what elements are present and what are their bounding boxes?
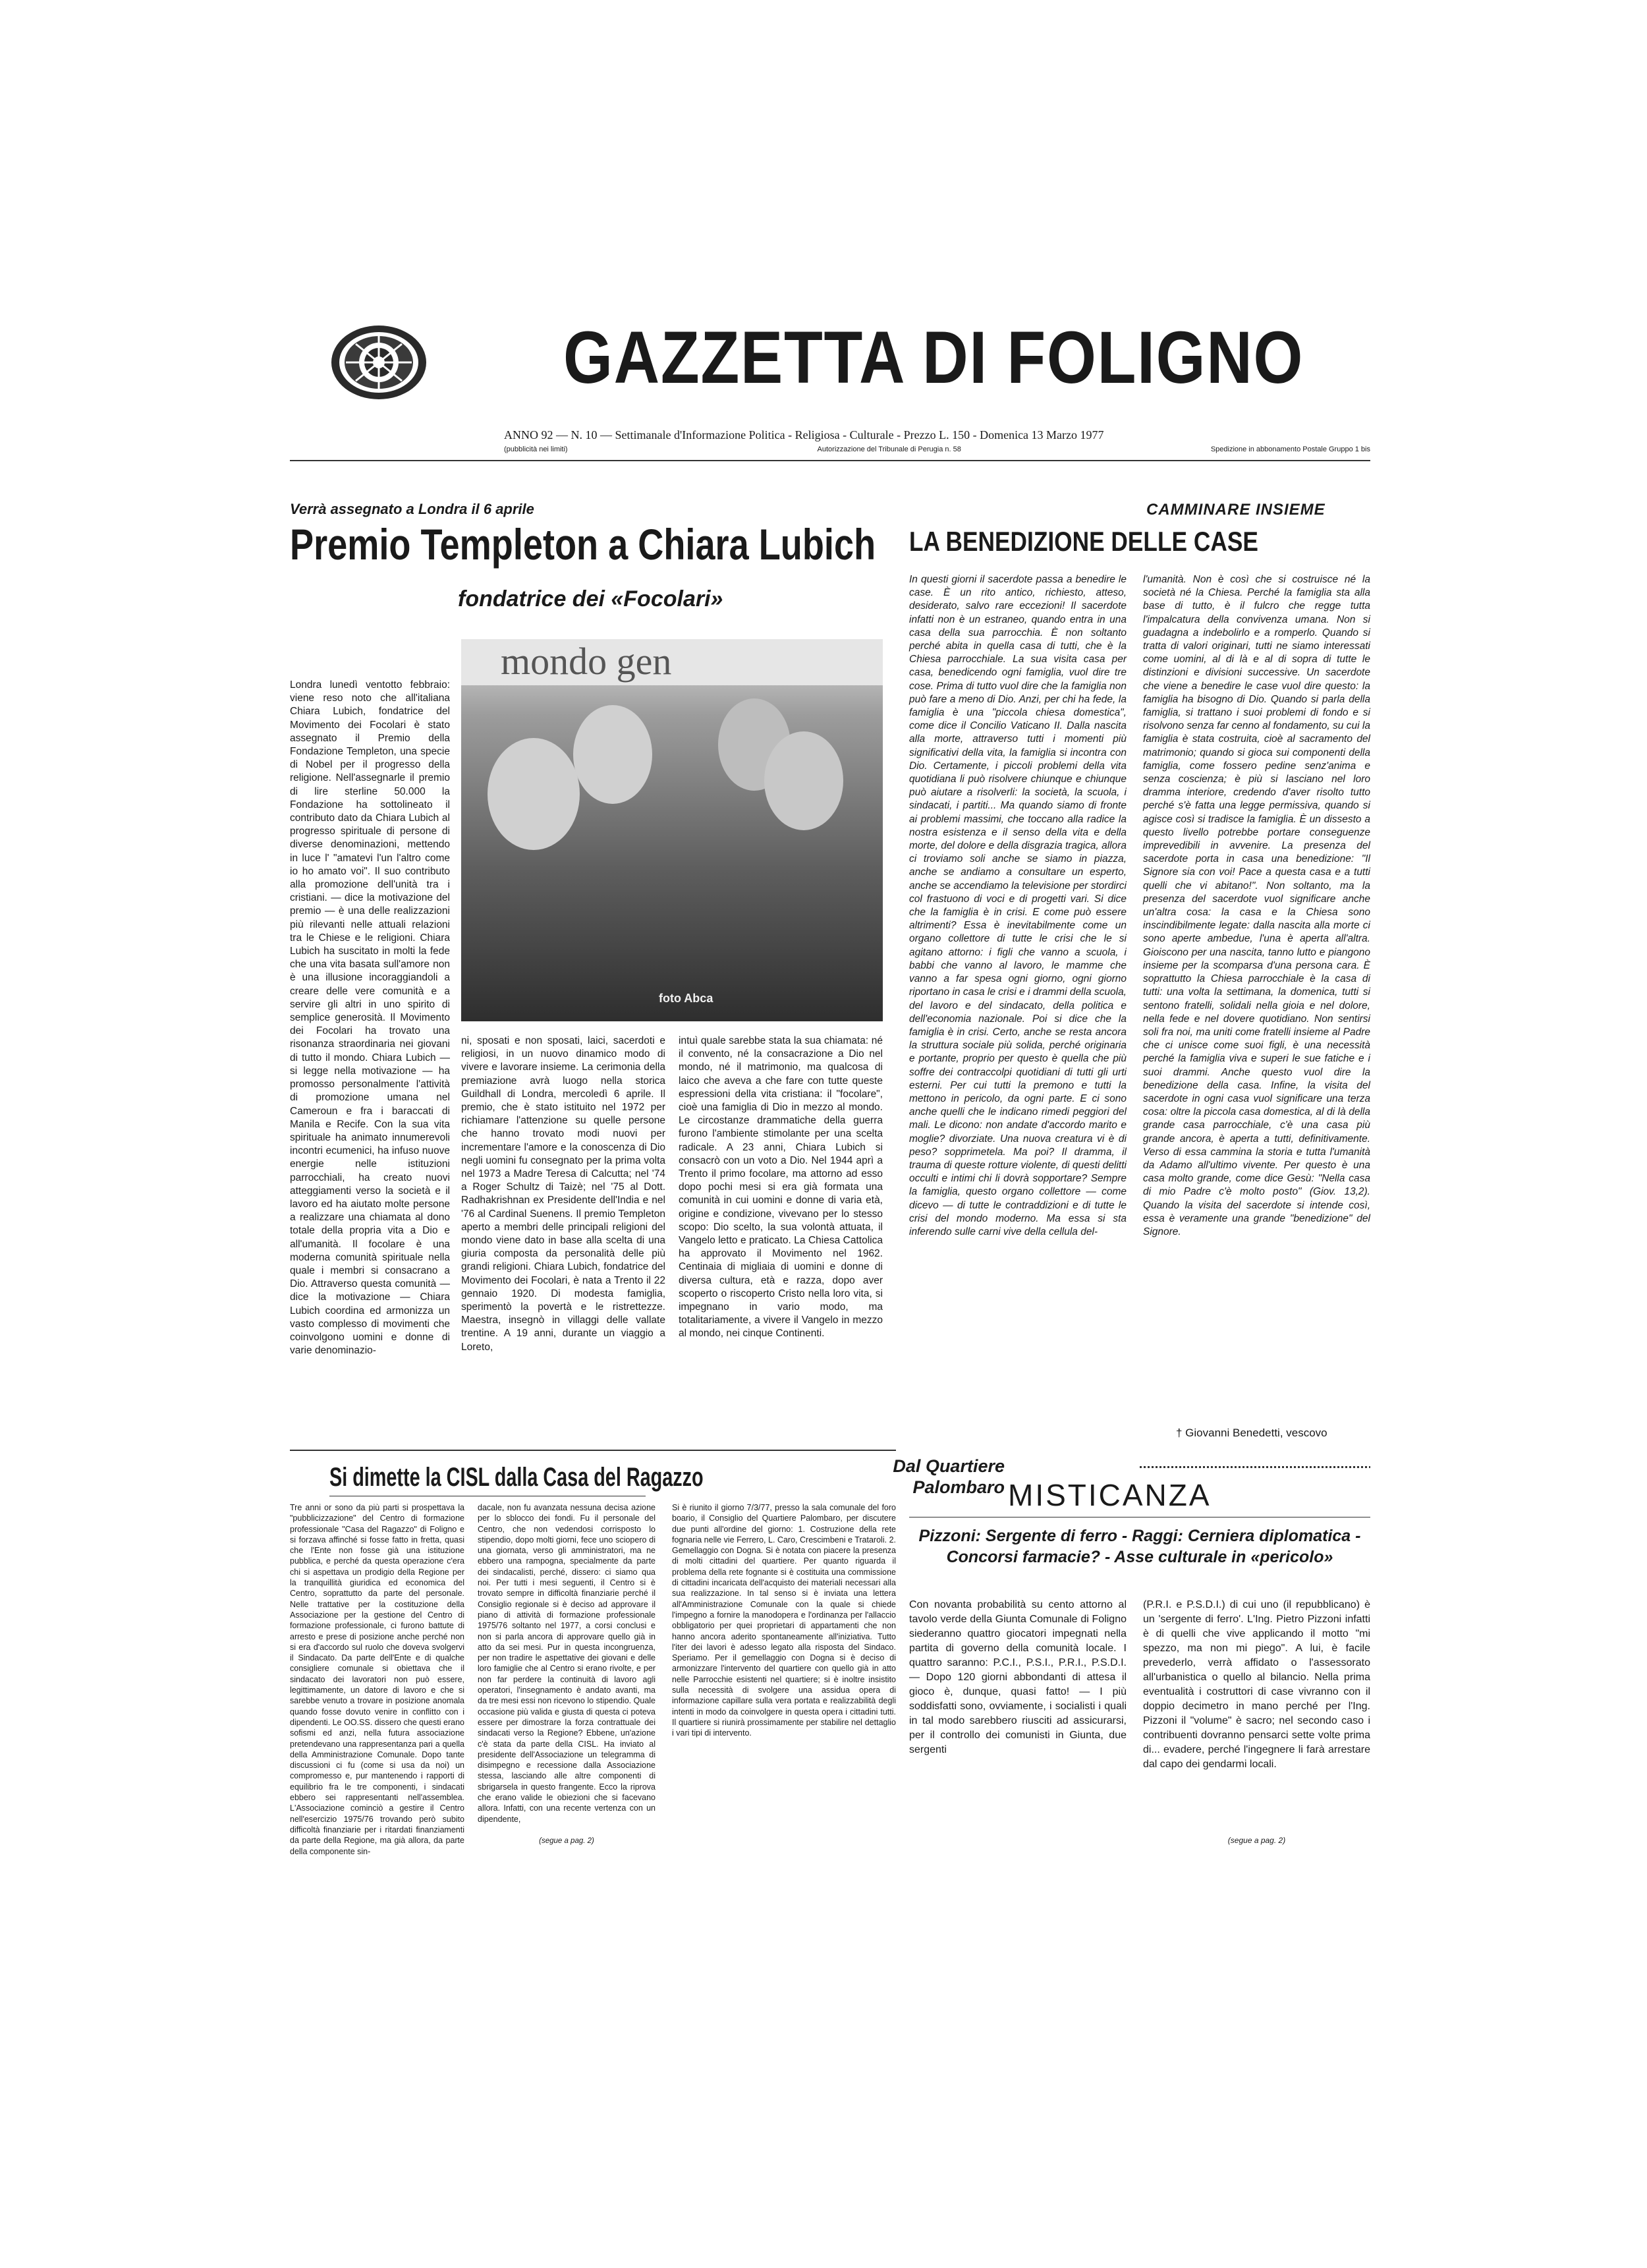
- ads-note: (pubblicità nei limiti): [504, 445, 568, 453]
- issue-info-line: ANNO 92 — N. 10 — Settimanale d'Informazione Politica - Religiosa - Culturale - Prezzo L. 150 - Domenica 13 Marzo 1977: [504, 428, 1104, 441]
- masthead: [290, 310, 1370, 409]
- cisl-continued-note: (segue a pag. 2): [539, 1837, 594, 1845]
- quartiere-body: Si è riunito il giorno 7/3/77, presso la sala comunale del foro boario, il Consiglio del Quartiere Palombaro, per discutere due punti all'ordine del giorno: 1. Costruzione della rete fognaria nelle vie Ferrero, L. Caro, Crescimbeni e Trataroli. 2. Gemellaggio con Dogna. Si è notata con piacere la presenza di molti cittadini del quartiere. Per quanto riguarda il problema della rete fognante si è costituita una commissione di cittadini incaricata dell'acquisto dei materiali necessari alla sua realizzazione. In tal senso si è inviata una lettera all'Amministrazione Comunale con la quale si chiede l'impegno a fornire la manodopera e l'ordinanza per l'allaccio obbligatorio per quei proprietari di appartamenti che non hanno ancora aderito spontaneamente all'iniziativa. Tutto l'iter dei lavori è adesso legato alla risposta del Sindaco. Speriamo. Per il gemellaggio con Dogna si è deciso di armonizzare l'intervento del quartiere con quello già in atto nelle Parrocchie esistenti nel quartiere; si è inoltre insistito sulla necessità di svolgere una assidua opera di informazione capillare sulla vera portata e realizzabilità degli intenti in modo da coinvolgere in questa opera i cittadini tutti. Il quartiere si riunirà prossimamente per stabilire nel dettaglio i vari tipi di intervento.: [672, 1503, 896, 1738]
- templeton-headline: Premio Templeton a Chiara Lubich: [290, 520, 876, 569]
- templeton-column-1: Londra lunedì ventotto febbraio: viene reso noto che all'italiana Chiara Lubich, fondatrice del Movimento dei Focolari è stato assegnato il Premio della Fondazione Templeton, una specie di Nobel per il progresso della religione. Nell'assegnarle il premio di lire sterline 50.000 la Fondazione ha sottolineato il contributo dato da Chiara Lubich al progresso spirituale di persone di diverse denominazioni, mettendo in luce l' "amatevi l'un l'altro come io ho amato voi". Il suo contributo alla promozione dell'unità tra i cristiani. — dice la motivazione del premio — è una delle realizzazioni più rilevanti nelle attuali relazioni tra le Chiese e le religioni. Chiara Lubich ha suscitato in molti la fede che una vita basata sull'amore non è una illusione incoraggiandoli a creare delle vere comunità e a servire gli altri in uno spirito di semplice generosità. Il Movimento dei Focolari ha trovato una risonanza straordinaria nei giovani di tutto il mondo. Chiara Lubich — si legge nella motivazione — ha promosso personalmente l'attività di promozione umana nel Cameroun e fra i baraccati di Manila e Recife. Con la sua vita spirituale ha animato innumerevoli incontri ecumenici, ha infuso nuove energie nelle istituzioni parrocchiali, ha creato nuovi atteggiamenti verso la società e il lavoro ed ha aiutato molte persone a realizzare una chiamata al dono totale della propria vita a Dio e all'umanità. Il focolare è una moderna comunità spirituale nella quale i membri si consacrano a Dio. Attraverso questa comunità — dice la motivazione — Chiara Lubich coordina ed armonizza un vasto complesso di movimenti che coinvolgono uomini e donne di varie denominazio-: [290, 679, 450, 1357]
- cisl-column-2: dacale, non fu avanzata nessuna decisa azione per lo sblocco dei fondi. Fu il personale del Centro, che non vedendosi corrisposto lo stipendio, dopo molti giorni, fece uno sciopero di una giornata, verso gli amministratori, ma ne ebbero una rampogna, specialmente da parte dei sindacalisti, perché, dissero: ci siamo qua noi. Per tutti i mesi seguenti, il Centro si è trovato sempre in difficoltà finanziarie perché il Consiglio regionale si è deciso ad approvare il piano di attività di formazione professionale 1975/76 soltanto nel 1977, a corsi conclusi e non si parla ancora di approvare quello già in atto da sei mesi. Pur in questa incongruenza, per non tradire le aspettative dei giovani e delle loro famiglie che al Centro si erano rivolte, e per non far perdere la continuità di lavoro agli operatori, l'insegnamento è andato avanti, ma da tre mesi essi non ricevono lo stipendio. Quale occasione più valida e giusta di questa ci poteva essere per dimostrare la forza contrattuale dei sindacati verso la Regione? Ebbene, un'azione c'è stata da parte della CISL. Ha inviato al presidente dell'Associazione un telegramma di disimpegno e recessione dalla Associazione stessa, lasciando alle altre componenti di sbrigarsela in questo frangente. Ecco la riprova che erano valide le obiezioni che si facevano allora. Infatti, con una recente vertenza con un dipendente,: [478, 1503, 656, 1824]
- cisl-headline: Si dimette la CISL dalla Casa del Ragazzo: [329, 1463, 704, 1492]
- photo-banner-text: mondo gen: [461, 639, 883, 685]
- photo-credit: foto Abca: [659, 992, 713, 1005]
- newspaper-page: [290, 310, 1370, 1856]
- misticanza-headline: MISTICANZA: [1008, 1478, 1212, 1512]
- masthead-divider: [290, 460, 1370, 461]
- newspaper-title: GAZZETTA DI FOLIGNO: [563, 316, 1304, 399]
- templeton-column-3: intuì quale sarebbe stata la sua chiamata: né il convento, né la consacrazione a Dio nel mondo, né il matrimonio, ma qualcosa di laico che aveva a che fare con tutte queste espressioni della vita cristiana: il "focolare", cioè una famiglia di Dio in mezzo al mondo. Le circostanze drammatiche della guerra furono l'ambiente stimolante per una scelta radicale. A 23 anni, Chiara Lubich si consacrò con un voto a Dio. Nel 1944 aprì a Trento il primo focolare, ma attorno ad esso dopo pochi mesi si era già formata una comunità in cui uomini e donne di varia età, origine e condizione, vivevano per lo stesso scopo: Dio scelto, la sua volontà attuata, il Vangelo letto e praticato. La Chiesa Cattolica ha approvato il Movimento nel 1962. Centinaia di migliaia di uomini e donne di diversa cultura, età e razza, dopo aver scoperto o riscoperto Cristo nella loro vita, si impegnano in vario modo, ma totalitariamente, a vivere il Vangelo in mezzo al mondo, nei cinque Continenti.: [679, 1035, 883, 1340]
- cisl-column-1: Tre anni or sono da più parti si prospettava la "pubblicizzazione" del Centro di formazione professionale "Casa del Ragazzo" di Foligno e si forzava affinché si fosse fatto in fretta, quasi che l'Ente non fosse già una istituzione pubblica, e perché da questa operazione c'era chi si aspettava un prodigio della Regione per la tranquillità giuridica ed economica del Centro, soprattutto da parte del personale. Nelle trattative per la costituzione della Associazione per la gestione del Centro di formazione professionale, ci furono battute di arresto e prese di posizione anche perché non si era d'accordo sul ruolo che doveva svolgervi il Sindacato. Da parte dell'Ente e di qualche consigliere comunale si obiettava che il sindacato dei lavoratori non può essere, legittimamente, un datore di lavoro e che si sarebbe venuto a trovare in posizione anomala quando fosse dovuto venire in conflitto con i dipendenti. Le OO.SS. dissero che questi erano sofismi ed anzi, nella futura associazione pretendevano una rappresentanza pari a quella della Amministrazione Comunale. Dopo tante discussioni ci fu (come si usa da noi) un compromesso e, pur mantenendo i rapporti di equilibrio fra le tre componenti, i sindacati ebbero sei rappresentanti nell'assemblea. L'Associazione cominciò a gestire il Centro nell'esercizio 1975/76 trovando però subito difficoltà finanziarie per i ritardati finanziamenti da parte della Regione, ma già allora, da parte della componente sin-: [290, 1503, 464, 1856]
- benedizione-kicker: CAMMINARE INSIEME: [1146, 501, 1326, 519]
- postal-note: Spedizione in abbonamento Postale Gruppo 1 bis: [1210, 445, 1370, 453]
- publication-notes: [504, 445, 1370, 453]
- misticanza-column-2: (P.R.I. e P.S.D.I.) di cui uno (il repubblicano) è un 'sergente di ferro'. L'Ing. Pietro Pizzoni infatti è di quelli che vive applicando il motto "mi spezzo, ma non mi piego". A lui, è facile prevederlo, verrà affidato o l'assessorato all'urbanistica o quello al bilancio. Nella prima eventualità i costruttori di case vivranno con il doppio decimetro in mano perché per l'Ing. Pizzoni il "volume" è sacro; nel secondo caso i contribuenti dovranno pensarci sette volte prima di... evadere, perché l'ingegnere li farà arrestare dal capo dei gendarmi locali.: [1143, 1599, 1370, 1770]
- templeton-kicker: Verrà assegnato a Londra il 6 aprile: [290, 501, 534, 517]
- lower-divider-left: [290, 1450, 896, 1451]
- quartiere-headline-line2: Palombaro: [912, 1477, 1005, 1497]
- rose-window-seal-icon: [329, 323, 428, 402]
- benedizione-column-1: In questi giorni il sacerdote passa a benedire le case. È un rito antico, richiesto, atteso, desiderato, salvo rare eccezioni! Il sacerdote infatti non è un estraneo, quando entra in una casa della sua parrocchia. È non soltanto perché abita in quella casa di tutti, che è la Chiesa parrocchiale. La sua visita casa per casa, benedicendo ogni famiglia, vuol dire tre cose. Prima di tutto vuol dire che la famiglia non può fare a meno di Dio. Anzi, per chi ha fede, la famiglia è una "piccola chiesa domestica", come dice il Concilio Vaticano II. Dalla nascita alla morte, attraverso tutti i momenti più significativi della vita, la famiglia si incontra con Dio. Certamente, i piccoli problemi della vita quotidiana li può risolvere chiunque e chiunque può aiutare a risolverli: la società, la scuola, i sindacati, i partiti... Ma quando siamo di fronte ai problemi massimi, che toccano alla radice la nostra esistenza e il senso della vita e della morte, del dolore e della disgrazia tragica, allora ci troviamo soli anche se siamo in piazza, anche se andiamo a consultare un esperto, anche se accendiamo la televisione per stordirci col frastuono di voci e di progetti vari. Si dice che la famiglia è in crisi. E come può essere altrimenti? Essa è inevitabilmente come un organo collettore di tutte le crisi che le si agitano attorno: i figli che vanno a scuola, i babbi che vanno al lavoro, le mamme che vanno a far spesa ogni giorno, ogni giorno riportano in casa le crisi e i drammi della scuola, del lavoro e del sindacato, della politica e dell'economia nazionale. Poi si dice che la famiglia è in crisi. Certo, anche se resta ancora la struttura sociale più solida, perché originaria e portante, proprio per questo è quella che più soffre dei contraccolpi quotidiani di tutti gli urti esterni. Per cui tutti la premono e tutti la mettono in pericolo, da ogni parte. E ci sono anche quelli che le indicano rimedi peggiori del mali. Le dicono: non andate d'accordo marito e moglie? divorziate. Una nuova creatura vi è di peso? sopprimetela. Ma poi? Il dramma, il trauma di queste rotture violente, di questi delitti occulti e intimi chi li dovrà sopportare? Sempre la famiglia, questo organo collettore — come dicevo — di tutte le contraddizioni e di tutte le crisi del mondo moderno. Ma essa si sta inferendo sulle carni vive della cellula del-: [909, 574, 1127, 1237]
- benedizione-column-2: l'umanità. Non è così che si costruisce né la società né la Chiesa. Perché la famiglia sta alla base di tutto, è il fulcro che regge tutta l'impalcatura della convivenza umana. Non si guadagna a indebolirlo e a romperlo. Quando si tratta di valori originari, tutti ne siamo interessati come uomini, al di là e al di sopra di tutte le distinzioni e divisioni successive. Un sacerdote che viene a benedire le case vuol dire questo: la famiglia ha bisogno di Dio. Quando si parla della famiglia, si trattano i suoi problemi di fondo e si risolvono senza far cenno al fondamento, su cui la famiglia è stata costruita, cioè al sacramento del matrimonio; quando si gioca sui componenti della famiglia, come fossero pedine senz'anima e senza coscienza; è più si lasciano nel loro dramma interiore, credendo d'aver risolto tutto perché s'è fatta una legge permissiva, quando si agisce così si tradisce la famiglia. È un dissesto a questo livello potrebbe portare conseguenze imprevedibili in avvenire. La presenza del sacerdote porta in casa una benedizione: "Il Signore sia con voi! Pace a questa casa e a tutti quelli che vi abitano!". Non soltanto, ma la presenza del sacerdote vuol significare anche un'altra cosa: la casa e la Chiesa sono inscindibilmente legate: dalla nascita alla morte ci sono aperte ambedue, l'una è aperta all'altra. Gioiscono per una nascita, tanno lutto e piangono insieme per la scomparsa d'una persona cara. È soprattutto la Chiesa parrocchiale è la casa di tutti: una volta la settimana, la domenica, tutti si sentono fratelli, solidali nella gioia e nel dolore, nella fede e nel dovere quotidiano. Non sentirsi soli fra noi, ma uniti come fratelli insieme al Padre che ci unisce come suoi figli, è una necessità perché la famiglia viva e superi le sue fatiche e i suoi drammi. Anche questo vuol dire la benedizione della casa. Infine, la visita del sacerdote in ogni casa vuol significare una terza cosa: oltre la piccola casa domestica, al di là della grande casa parrocchiale, c'è una casa più grande ancora, è aperta a tutti, definitivamente. Verso di essa cammina la storia e tutta l'umanità da Adamo all'ultimo vivente. Per questo è una casa molto grande, come dice Gesù: "Nella casa di mio Padre c'è molto posto" (Giov. 13,2). Quando la visita del sacerdote si intende così, essa è veramente una grande "benedizione" del Signore.: [1143, 574, 1370, 1237]
- quartiere-headline-line1: Dal Quartiere: [893, 1456, 1005, 1476]
- benedizione-headline: LA BENEDIZIONE DELLE CASE: [909, 526, 1258, 557]
- templeton-column-2: ni, sposati e non sposati, laici, sacerdoti e religiosi, in un nuovo dinamico modo di vivere e lavorare insieme. La cerimonia della premiazione avrà luogo nella storica Guildhall di Londra, mercoledì 6 aprile. Il premio, che è stato istituito nel 1972 per richiamare l'attenzione su quelle persone che hanno trovato modi nuovi per incrementare l'amore e la conoscenza di Dio negli uomini fu consegnato per la prima volta nel 1973 a Madre Teresa di Calcutta; nel '74 a Roger Schultz di Taizè; nel '75 al Dott. Radhakrishnan ex Presidente dell'India e nel '76 al Cardinal Suenens. Il premio Templeton aperto a membri delle principali religioni del mondo viene dato in base alla scelta di una giuria composta da personalità delle più grandi religioni. Chiara Lubich, fondatrice del Movimento dei Focolari, è nata a Trento il 22 gennaio 1920. Di modesta famiglia, sperimentò la povertà e le ristrettezze. Maestra, insegnò in villaggi delle vallate trentine. A 19 anni, durante un viaggio a Loreto,: [461, 1035, 665, 1353]
- misticanza-subhead: Pizzoni: Sergente di ferro - Raggi: Cerniera diplomatica - Concorsi farmacie? - Asse culturale in «pericolo»: [918, 1527, 1361, 1566]
- lower-divider-right: [1140, 1466, 1370, 1468]
- templeton-subhead: fondatrice dei «Focolari»: [458, 586, 723, 611]
- bishop-signature: † Giovanni Benedetti, vescovo: [1176, 1427, 1327, 1439]
- misticanza-column-1: Con novanta probabilità su cento attorno al tavolo verde della Giunta Comunale di Foligno siederanno quattro giocatori impegnati nella partita di governo della comunità locale. I quattro saranno: P.C.I., P.S.I., P.R.I., P.S.D.I. — Dopo 120 giorni abbondanti di attesa il gioco è, dunque, quasi fatto! — I più soddisfatti sono, ovviamente, i socialisti i quali in tal modo sarebbero riusciti ad assicurarsi, per il controllo dei comunisti in Giunta, due sergenti: [909, 1599, 1127, 1755]
- court-authorization: Autorizzazione del Tribunale di Perugia n. 58: [817, 445, 961, 453]
- misticanza-continued-note: (segue a pag. 2): [1227, 1836, 1286, 1845]
- news-photo: [461, 639, 883, 1021]
